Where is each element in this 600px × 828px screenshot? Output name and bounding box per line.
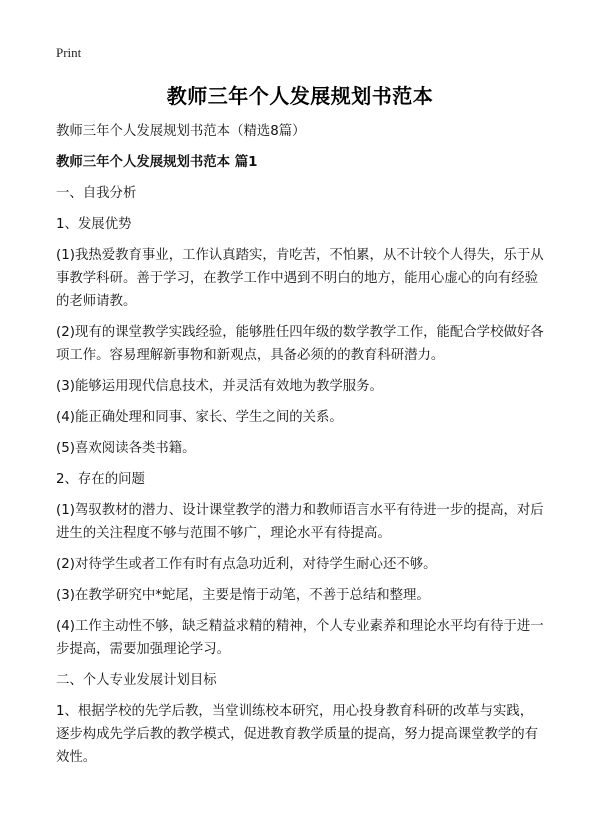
document-subtitle: 教师三年个人发展规划书范本（精选8篇） xyxy=(56,124,306,139)
advantage-item: (5)喜欢阅读各类书籍。 xyxy=(56,441,196,456)
print-link[interactable]: Print xyxy=(56,45,82,60)
heading-self-analysis: 一、自我分析 xyxy=(56,186,137,201)
goal-item: 1、根据学校的先学后教，当堂训练校本研究，用心投身教育科研的改革与实践，逐步构成先学后教的教学模式，促进教育教学质量的提高，努力提高课堂教学的有效性。 xyxy=(56,704,539,765)
heading-plan-goals: 二、个人专业发展计划目标 xyxy=(56,673,217,688)
advantage-item: (1)我热爱教育事业，工作认真踏实，肯吃苦，不怕累，从不计较个人得失，乐于从事教学科研。善于学习，在教学工作中遇到不明白的地方，能用心虚心的向有经验的老师请教。 xyxy=(56,248,544,309)
section-title: 教师三年个人发展规划书范本 篇1 xyxy=(56,155,258,170)
document-body xyxy=(56,120,546,777)
problem-item: (4)工作主动性不够，缺乏精益求精的精神，个人专业素养和理论水平均有待于进一步提高，需要加强理论学习。 xyxy=(56,619,544,657)
heading-advantages: 1、发展优势 xyxy=(56,217,132,232)
problem-item: (2)对待学生或者工作有时有点急功近利，对待学生耐心还不够。 xyxy=(56,557,437,572)
document-title: 教师三年个人发展规划书范本 xyxy=(166,84,434,108)
advantage-item: (4)能正确处理和同事、家长、学生之间的关系。 xyxy=(56,410,343,425)
advantage-item: (3)能够运用现代信息技术，并灵活有效地为教学服务。 xyxy=(56,379,383,394)
problem-item: (3)在教学研究中*蛇尾，主要是惰于动笔，不善于总结和整理。 xyxy=(56,588,430,603)
advantage-item: (2)现有的课堂教学实践经验，能够胜任四年级的数学教学工作，能配合学校做好各项工作。容易理解新事物和新观点，具备必须的的教育科研潜力。 xyxy=(56,325,544,363)
problem-item: (1)驾驭教材的潜力、设计课堂教学的潜力和教师语言水平有待进一步的提高，对后进生的关注程度不够与范围不够广，理论水平有待提高。 xyxy=(56,503,544,541)
heading-problems: 2、存在的问题 xyxy=(56,472,145,487)
